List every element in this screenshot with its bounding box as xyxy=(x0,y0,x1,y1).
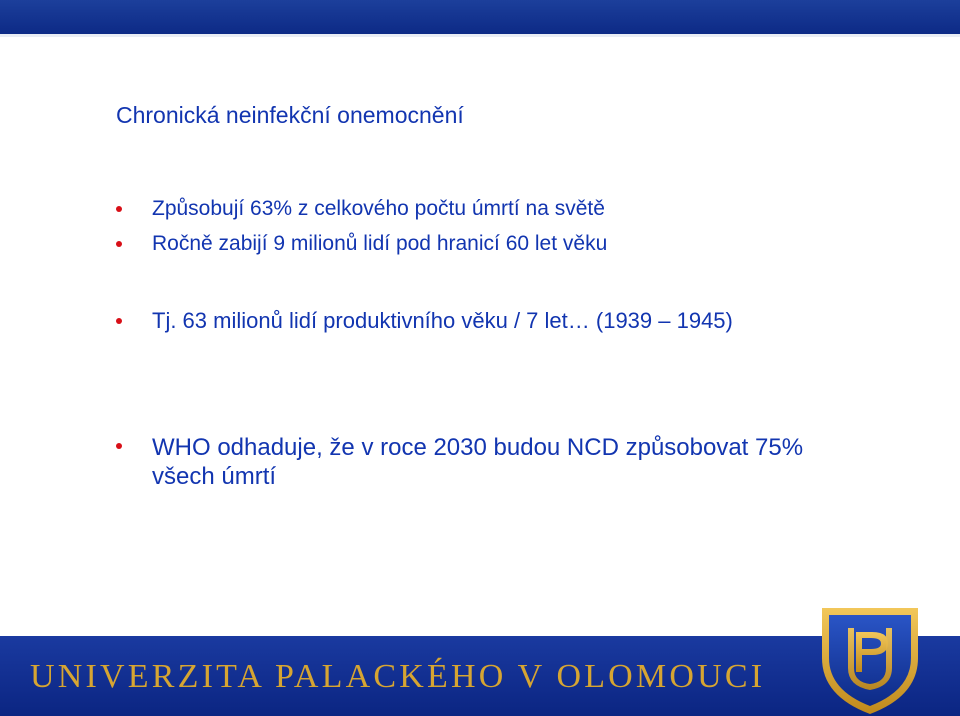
bullet-dot-icon xyxy=(116,241,122,247)
university-name: UNIVERZITA PALACKÉHO V OLOMOUCI xyxy=(30,658,766,695)
bullet-item xyxy=(116,231,607,257)
bullet-dot-icon xyxy=(116,206,122,212)
bullet-dot-icon xyxy=(116,318,122,324)
upol-shield-logo-icon xyxy=(818,606,922,716)
bullet-text: Ročně zabijí 9 milionů lidí pod hranicí 60 let věku xyxy=(152,232,608,255)
bullet-item xyxy=(116,196,605,222)
top-header-bar xyxy=(0,0,960,34)
bullet-dot-icon xyxy=(116,443,122,449)
top-header-divider xyxy=(0,34,960,37)
bullet-text-continuation: všech úmrtí xyxy=(152,463,277,490)
bullet-item xyxy=(116,433,803,462)
bullet-text: WHO odhaduje, že v roce 2030 budou NCD způsobovat 75% xyxy=(152,434,804,461)
bullet-item xyxy=(116,308,733,334)
bullet-text: Tj. 63 milionů lidí produktivního věku / 7 let… (1939 – 1945) xyxy=(152,308,733,333)
bullet-text: Způsobují 63% z celkového počtu úmrtí na světě xyxy=(152,197,605,220)
slide-title: Chronická neinfekční onemocnění xyxy=(116,102,464,128)
